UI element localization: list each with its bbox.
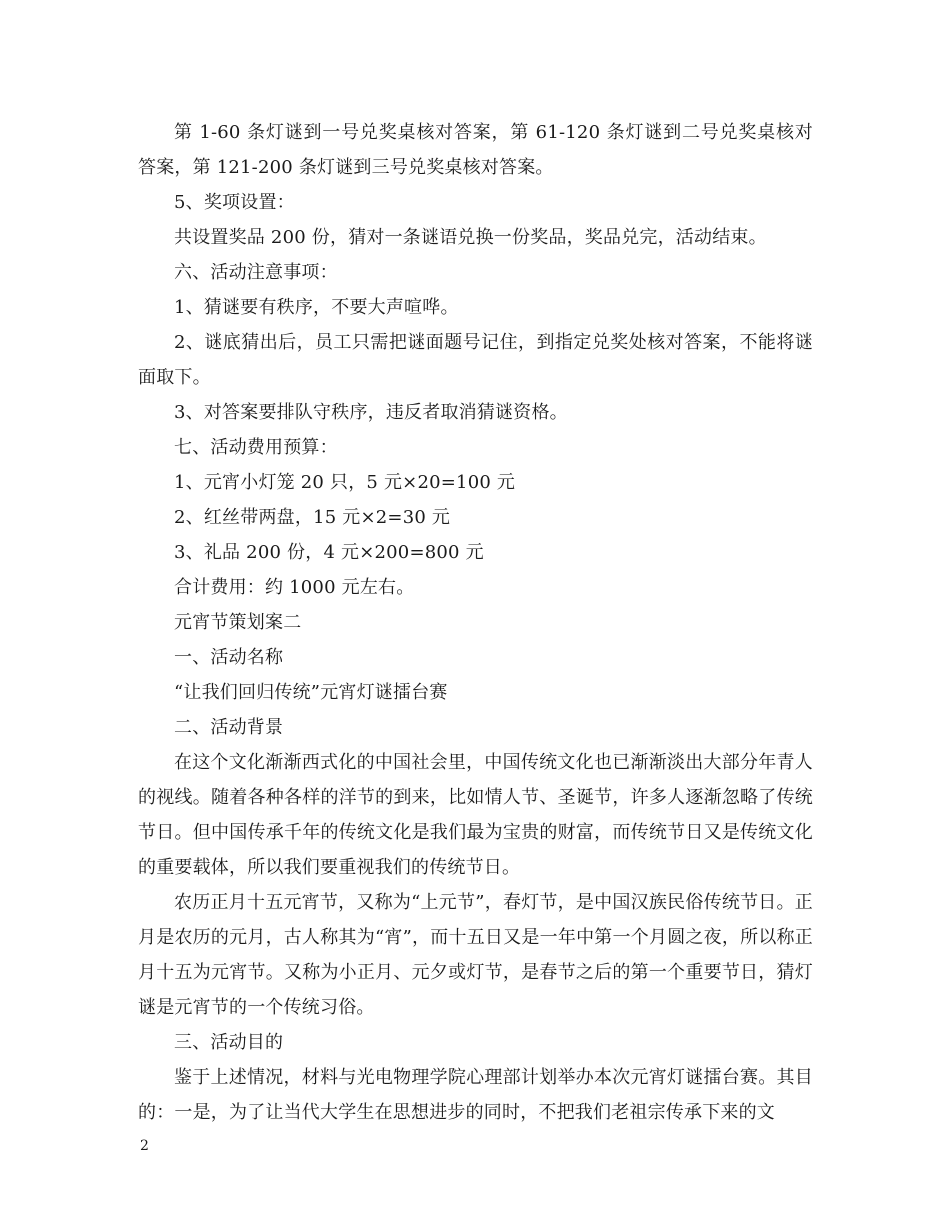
paragraph-activity-name: “让我们回归传统”元宵灯谜擂台赛 [174,682,448,703]
paragraph-background-2: 农历正月十五元宵节，又称为“上元节”，春灯节，是中国汉族民俗传统节日。正月是农历的元月，古人称其为“宵”，而十五日又是一年中第一个月圆之夜，所以称正月十五为元宵节。又称为小正月、元夕或灯节，是春节之后的第一个重要节日，猜灯谜是元宵节的一个传统习俗。 [138,892,813,1018]
heading-notes: 六、活动注意事项： [174,262,338,283]
heading-background: 二、活动背景 [174,717,284,738]
paragraph-note-3: 3、对答案要排队守秩序，违反者取消猜谜资格。 [174,402,568,423]
page-number: 2 [140,1138,149,1154]
paragraph-budget-2: 2、红丝带两盘，15 元×2=30 元 [174,507,451,528]
heading-prize-setup: 5、奖项设置： [174,192,295,213]
heading-budget: 七、活动费用预算： [174,437,338,458]
heading-purpose: 三、活动目的 [174,1032,284,1053]
paragraph-total-cost: 合计费用：约 1000 元左右。 [174,577,415,598]
paragraph-prizes: 共设置奖品 200 份，猜对一条谜语兑换一份奖品，奖品兑完，活动结束。 [174,227,767,248]
paragraph-budget-3: 3、礼品 200 份，4 元×200=800 元 [174,542,484,563]
heading-plan-two: 元宵节策划案二 [174,612,302,633]
paragraph-budget-1: 1、元宵小灯笼 20 只，5 元×20=100 元 [174,472,516,493]
paragraph-note-1: 1、猜谜要有秩序，不要大声喧哗。 [174,297,459,318]
paragraph-purpose: 鉴于上述情况，材料与光电物理学院心理部计划举办本次元宵灯谜擂台赛。其目的：一是，为了让当代大学生在思想进步的同时，不把我们老祖宗传承下来的文 [138,1067,813,1123]
document-body [138,115,813,1130]
paragraph-note-2: 2、谜底猜出后，员工只需把谜面题号记住，到指定兑奖处核对答案，不能将谜面取下。 [138,332,813,388]
paragraph-background-1: 在这个文化渐渐西式化的中国社会里，中国传统文化也已渐渐淡出大部分年青人的视线。随着各种各样的洋节的到来，比如情人节、圣诞节，许多人逐渐忽略了传统节日。但中国传承千年的传统文化是我们最为宝贵的财富，而传统节日又是传统文化的重要载体，所以我们要重视我们的传统节日。 [138,752,813,878]
heading-activity-name: 一、活动名称 [174,647,284,668]
paragraph-answer-desks: 第 1-60 条灯谜到一号兑奖桌核对答案，第 61-120 条灯谜到二号兑奖桌核对答案，第 121-200 条灯谜到三号兑奖桌核对答案。 [138,122,813,178]
